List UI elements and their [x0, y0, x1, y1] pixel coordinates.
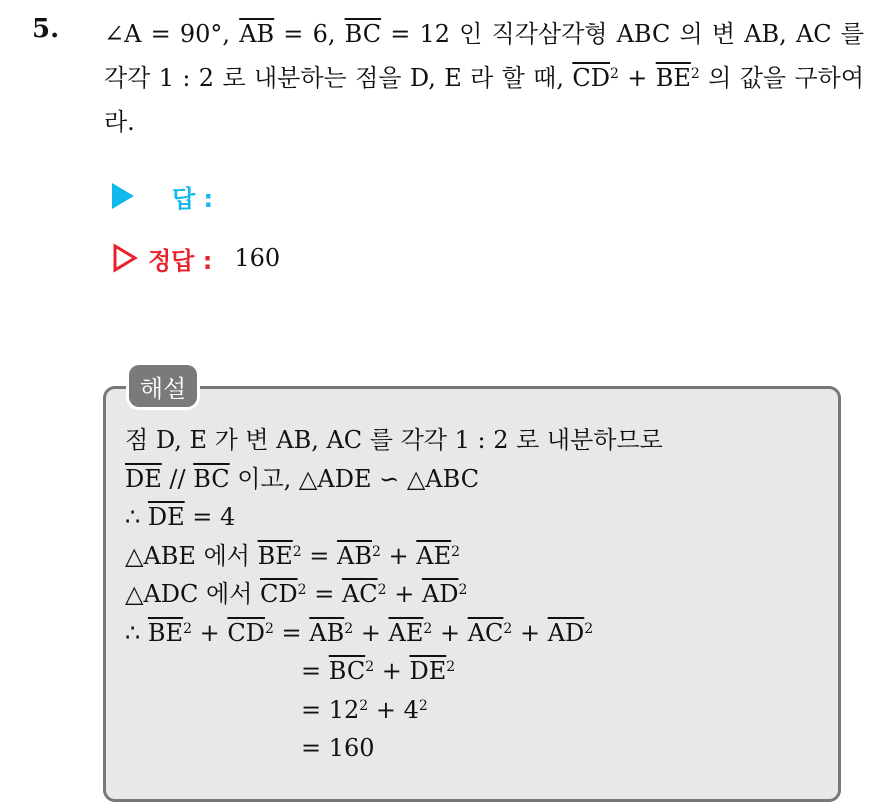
question-number: 5.	[32, 14, 60, 44]
seg-ae: $\overline{AE}$	[416, 541, 452, 570]
seg-be: $\overline{BE}$	[147, 618, 184, 647]
q-text-1: A = 90°,	[124, 20, 240, 48]
seg-ad: $\overline{AD}$	[421, 580, 459, 608]
seg-ac: $\overline{AC}$	[467, 618, 504, 647]
seg-ac: $\overline{AC}$	[341, 580, 378, 608]
text: △ABE 에서	[125, 541, 258, 570]
plus: +	[353, 618, 389, 647]
text: + 4	[368, 695, 419, 724]
squared: 2	[292, 543, 302, 560]
seg-ad: $\overline{AD}$	[547, 618, 585, 647]
segment-ab: $\overline{AB}$	[239, 20, 275, 48]
plus: +	[380, 541, 417, 570]
equals: =	[306, 580, 342, 608]
seg-ab: $\overline{AB}$	[309, 618, 345, 647]
squared: 2	[264, 620, 274, 637]
expl-line-8	[125, 691, 663, 730]
equals: =	[301, 657, 329, 685]
seg-de: $\overline{DE}$	[409, 657, 447, 685]
q-text-3: = 12 인 직각삼각형 ABC 의 변 AB, AC 를 각각 1 : 2 로 내분하는 점을 D, E 라 할 때,	[104, 20, 864, 92]
squared: 2	[418, 697, 428, 714]
question-text	[104, 12, 864, 144]
seg-ae: $\overline{AE}$	[388, 618, 424, 647]
seg-de: $\overline{DE}$	[125, 464, 162, 493]
q-text-2: = 6,	[274, 20, 345, 48]
seg-cd: $\overline{CD}$	[260, 580, 298, 608]
seg-ab: $\overline{AB}$	[337, 541, 372, 570]
squared: 2	[359, 697, 369, 714]
answer-label: 답 :	[172, 184, 214, 213]
squared: 2	[446, 659, 456, 675]
seg-bc: $\overline{BC}$	[193, 464, 230, 493]
parallel: //	[161, 464, 194, 493]
text: = 12	[301, 695, 360, 724]
angle-symbol: ∠	[104, 20, 125, 48]
correct-answer-label: 정답 :	[148, 246, 213, 275]
seg-cd: $\overline{CD}$	[227, 618, 265, 647]
answer-row	[112, 176, 213, 216]
squared: 2	[451, 543, 461, 560]
expl-line-5	[125, 575, 663, 614]
squared: 2	[690, 66, 700, 82]
expl-line-2	[125, 460, 663, 499]
segment-bc: $\overline{BC}$	[344, 20, 382, 48]
squared: 2	[297, 582, 307, 598]
squared: 2	[183, 620, 192, 637]
text: = 4	[184, 503, 236, 531]
seg-de: $\overline{DE}$	[147, 503, 185, 531]
therefore: ∴	[125, 503, 148, 531]
expl-line-9: = 160	[301, 734, 375, 762]
plus: +	[432, 618, 468, 647]
explanation-tag: 해설	[129, 365, 197, 407]
squared: 2	[423, 620, 433, 637]
outline-triangle-icon	[112, 243, 138, 273]
seg-bc: $\overline{BC}$	[328, 657, 366, 685]
expl-line-4	[125, 537, 663, 576]
plus: +	[374, 657, 410, 685]
correct-answer-row	[112, 238, 280, 278]
expl-line-6	[125, 614, 663, 653]
plus: +	[512, 618, 548, 647]
expl-line-7	[125, 652, 663, 691]
plus: +	[191, 618, 228, 647]
equals: =	[301, 541, 338, 570]
plus: +	[618, 64, 656, 92]
therefore: ∴	[125, 618, 148, 647]
squared: 2	[609, 66, 619, 82]
play-icon	[112, 183, 134, 209]
equals: =	[273, 618, 310, 647]
segment-be: $\overline{BE}$	[655, 64, 691, 92]
plus: +	[386, 580, 422, 608]
squared: 2	[458, 582, 468, 598]
expl-line-1: 점 D, E 가 변 AB, AC 를 각각 1 : 2 로 내분하므로	[125, 426, 663, 454]
segment-cd: $\overline{CD}$	[572, 64, 610, 92]
squared: 2	[344, 620, 354, 637]
squared: 2	[503, 620, 513, 637]
squared: 2	[365, 659, 375, 675]
text: △ADC 에서	[125, 580, 261, 608]
correct-answer-value: 160	[234, 244, 281, 272]
text: 이고, △ADE ∽ △ABC	[229, 464, 480, 493]
squared: 2	[377, 582, 387, 598]
squared: 2	[372, 543, 381, 560]
expl-line-3	[125, 498, 663, 537]
q-text-4: 의 값을 구하여라.	[104, 64, 865, 136]
squared: 2	[584, 620, 594, 637]
seg-be: $\overline{BE}$	[257, 541, 293, 570]
explanation-lines	[125, 421, 663, 768]
